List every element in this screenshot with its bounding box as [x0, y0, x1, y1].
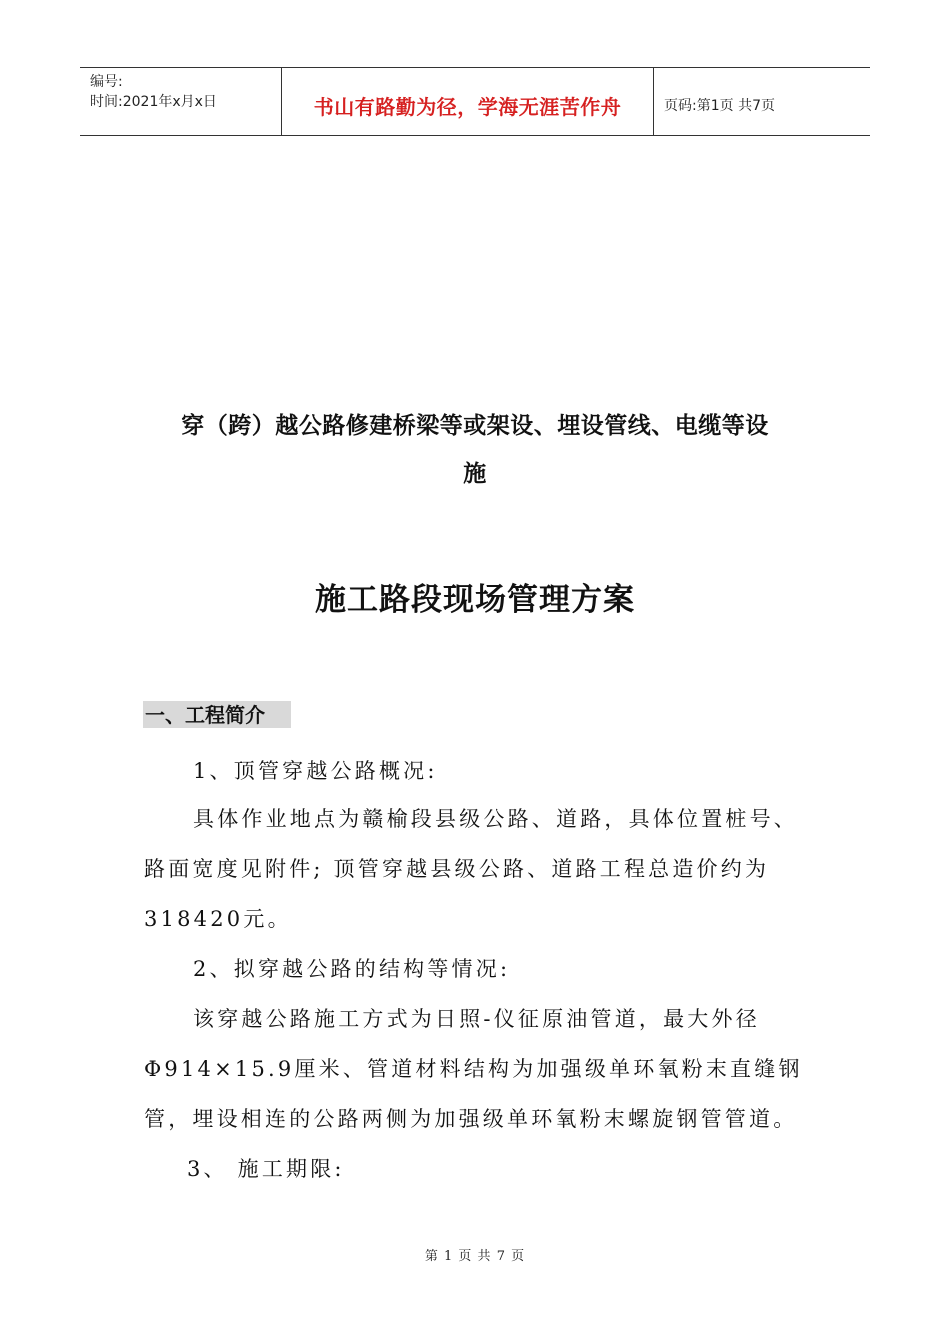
header-page-label: 页码:第1页 共7页	[664, 97, 775, 114]
header-page-cell	[654, 68, 870, 135]
paragraph-line: 具体作业地点为赣榆段县级公路、道路，具体位置桩号、	[193, 807, 798, 831]
header-motto-cell	[282, 68, 654, 135]
time-label: 时间:2021年x月x日	[90, 94, 217, 110]
title-line-1: 穿（跨）越公路修建桥梁等或架设、埋设管线、电缆等设	[181, 412, 769, 439]
paragraph-line: 该穿越公路施工方式为日照-仪征原油管道，最大外径	[193, 1007, 760, 1031]
number-label: 编号:	[90, 74, 123, 90]
section-heading: 一、工程简介	[143, 701, 291, 728]
title-line-2: 施	[463, 460, 487, 487]
paragraph-line: 1、顶管穿越公路概况:	[193, 759, 438, 783]
main-title: 施工路段现场管理方案	[315, 582, 635, 618]
paragraph-line: 2、拟穿越公路的结构等情况:	[193, 957, 511, 981]
paragraph-line: Φ914×15.9厘米、管道材料结构为加强级单环氧粉末直缝钢	[144, 1057, 803, 1081]
header-motto: 书山有路勤为径，学海无涯苦作舟	[313, 95, 622, 119]
paragraph-line: 管，埋设相连的公路两侧为加强级单环氧粉末螺旋钢管管道。	[144, 1107, 798, 1131]
paragraph-line: 318420元。	[144, 907, 292, 931]
header-table	[80, 67, 870, 136]
header-meta-cell	[80, 68, 282, 135]
paragraph-line: 3、 施工期限:	[187, 1157, 345, 1181]
document-title	[150, 402, 800, 498]
page-footer: 第 1 页 共 7 页	[424, 1249, 526, 1264]
paragraph-line: 路面宽度见附件; 顶管穿越县级公路、道路工程总造价约为	[144, 857, 770, 881]
